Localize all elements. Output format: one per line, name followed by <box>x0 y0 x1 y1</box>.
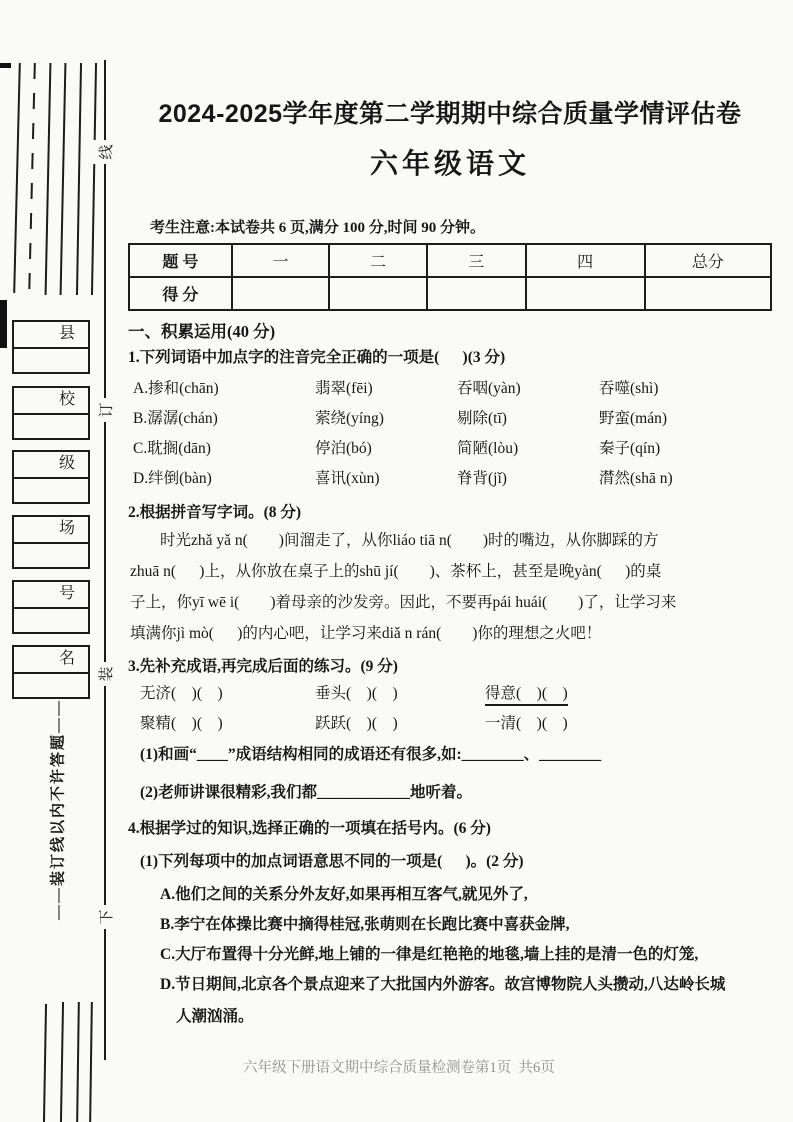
word-item: D.绊倒(bàn) <box>133 470 212 487</box>
q2-paragraph-line: zhuā n( )上，从你放在桌子上的shū jí( )、茶杯上，甚至是晚yàn( )的桌 <box>130 563 662 580</box>
score-cell <box>526 277 645 310</box>
q2-stem: 2.根据拼音写字词。(8 分) <box>128 504 302 521</box>
scan-edge-mark <box>0 300 7 348</box>
margin-ruled-line <box>76 63 82 295</box>
q3-idiom-row-2 <box>140 711 568 733</box>
word-item: 吞咽(yàn) <box>457 380 521 397</box>
field-box-exam-room <box>12 515 90 569</box>
margin-ruled-line <box>13 63 21 293</box>
margin-ruled-line <box>76 1002 80 1122</box>
field-label-exam-number: 号 <box>14 582 88 609</box>
scan-edge-mark <box>0 63 11 68</box>
q1-option-row-b <box>133 406 667 428</box>
q4-option-b: B.李宁在体操比赛中摘得桂冠,张萌则在长跑比赛中喜获金牌, <box>160 916 570 933</box>
question-number-header-cell: 题 号 <box>129 244 232 277</box>
q3-stem: 3.先补充成语,再完成后面的练习。(9 分) <box>128 658 398 675</box>
q3-subquestion-1: (1)和画“____”成语结构相同的成语还有很多,如:________、________ <box>140 746 602 763</box>
exam-content <box>128 0 772 1122</box>
q4-option-d-continuation: 人潮汹涌。 <box>176 1008 254 1025</box>
q4-option-c: C.大厅布置得十分光鲜,地上铺的一律是红艳艳的地毯,墙上挂的是清一色的灯笼, <box>160 946 699 963</box>
q3-subquestion-2: (2)老师讲课很精彩,我们都____________地听着。 <box>140 784 472 801</box>
candidate-notice <box>150 216 485 237</box>
word-item: 停泊(bó) <box>315 440 372 457</box>
field-label-exam-room: 场 <box>14 517 88 544</box>
word-item: 脊背(jǐ) <box>457 470 507 487</box>
q3-idiom-row-1 <box>140 681 568 706</box>
idiom-item: 无济( )( ) <box>140 685 223 702</box>
score-table <box>128 243 772 311</box>
word-item: 简陋(lòu) <box>457 440 519 457</box>
word-item: 萦绕(yíng) <box>315 410 384 427</box>
field-box-grade <box>12 450 90 504</box>
q4-subquestion-1: (1)下列每项中的加点词语意思不同的一项是( )。(2 分) <box>140 853 524 870</box>
section-1-heading: 一、积累运用(40 分) <box>128 322 276 341</box>
q2-paragraph-line: 填满你jì mò( )的内心吧，让学习来diǎ n rán( )你的理想之火吧！ <box>130 625 602 642</box>
field-label-name: 名 <box>14 647 88 674</box>
score-table-score-row <box>129 277 771 310</box>
field-label-school: 校 <box>14 388 88 415</box>
word-item: 剔除(tī) <box>457 410 507 427</box>
score-table-header-row <box>129 244 771 277</box>
word-item: 秦子(qín) <box>599 440 661 457</box>
fold-char-ding: 订 <box>93 398 117 422</box>
margin-ruled-line <box>89 1002 93 1122</box>
idiom-item: 垂头( )( ) <box>315 685 398 702</box>
margin-ruled-line <box>28 63 36 295</box>
q1-option-row-d <box>133 466 673 488</box>
column-header-one: 一 <box>232 244 330 277</box>
margin-ruled-line <box>43 1004 47 1122</box>
score-cell <box>427 277 526 310</box>
fold-char-zhuang: 装 <box>93 662 117 686</box>
q1-option-row-c <box>133 436 660 458</box>
field-box-school <box>12 386 90 440</box>
idiom-item-underlined: 得意( )( ) <box>485 681 568 706</box>
idiom-item: 聚精( )( ) <box>140 715 223 732</box>
score-cell <box>329 277 427 310</box>
field-box-county <box>12 320 90 374</box>
column-header-two: 二 <box>329 244 427 277</box>
margin-ruled-line <box>91 63 97 295</box>
exam-title: 2024-2025学年度第二学期期中综合质量学情评估卷 <box>158 100 742 128</box>
page-footer: 六年级下册语文期中综合质量检测卷第1页 共6页 <box>243 1060 555 1076</box>
word-item: 喜讯(xùn) <box>315 470 380 487</box>
score-cell <box>645 277 772 310</box>
q4-option-a: A.他们之间的关系分外友好,如果再相互客气,就见外了, <box>160 886 528 903</box>
q1-option-row-a <box>133 376 658 398</box>
word-item: 野蛮(mán) <box>599 410 668 427</box>
fold-char-xian: 线 <box>93 140 117 164</box>
exam-subtitle: 六年级语文 <box>369 149 530 180</box>
fold-char-xia: 下 <box>93 905 117 929</box>
q2-paragraph-line: 时光zhǎ yǎ n( )间溜走了，从你liáo tiā n( )时的嘴边，从你脚踩的方 <box>160 532 659 549</box>
q2-paragraph-line: 子上，你yī wē i( )着母亲的沙发旁。因此，不要再pái huái( )了，让学习来 <box>130 594 677 611</box>
field-label-grade: 级 <box>14 452 88 479</box>
word-item: 潸然(shā n) <box>599 470 673 487</box>
q1-stem: 1.下列词语中加点字的注音完全正确的一项是( )(3 分) <box>128 349 506 366</box>
word-item: A.掺和(chān) <box>133 380 219 397</box>
margin-ruled-line <box>60 1002 64 1122</box>
score-label-cell: 得 分 <box>129 277 232 310</box>
word-item: C.耽搁(dān) <box>133 440 211 457</box>
word-item: B.潺潺(chán) <box>133 410 218 427</box>
column-header-total: 总分 <box>645 244 772 277</box>
column-header-four: 四 <box>526 244 645 277</box>
q4-option-d: D.节日期间,北京各个景点迎来了大批国内外游客。故宫博物院人头攒动,八达岭长城 <box>160 976 726 993</box>
q4-stem: 4.根据学过的知识,选择正确的一项填在括号内。(6 分) <box>128 820 491 837</box>
word-item: 吞噬(shì) <box>599 380 659 397</box>
margin-ruled-line <box>60 63 67 295</box>
idiom-item: 一清( )( ) <box>485 715 568 732</box>
column-header-three: 三 <box>427 244 526 277</box>
word-item: 翡翠(fēi) <box>315 380 373 397</box>
score-cell <box>232 277 330 310</box>
binding-notice-text: ——装订线以内不许答题—— <box>50 699 67 921</box>
margin-ruled-line <box>45 63 52 295</box>
field-label-county: 县 <box>14 322 88 349</box>
notice-label: 考生注意: <box>150 220 215 236</box>
idiom-item: 跃跃( )( ) <box>315 715 398 732</box>
notice-text: 本试卷共 6 页,满分 100 分,时间 90 分钟。 <box>215 220 486 236</box>
